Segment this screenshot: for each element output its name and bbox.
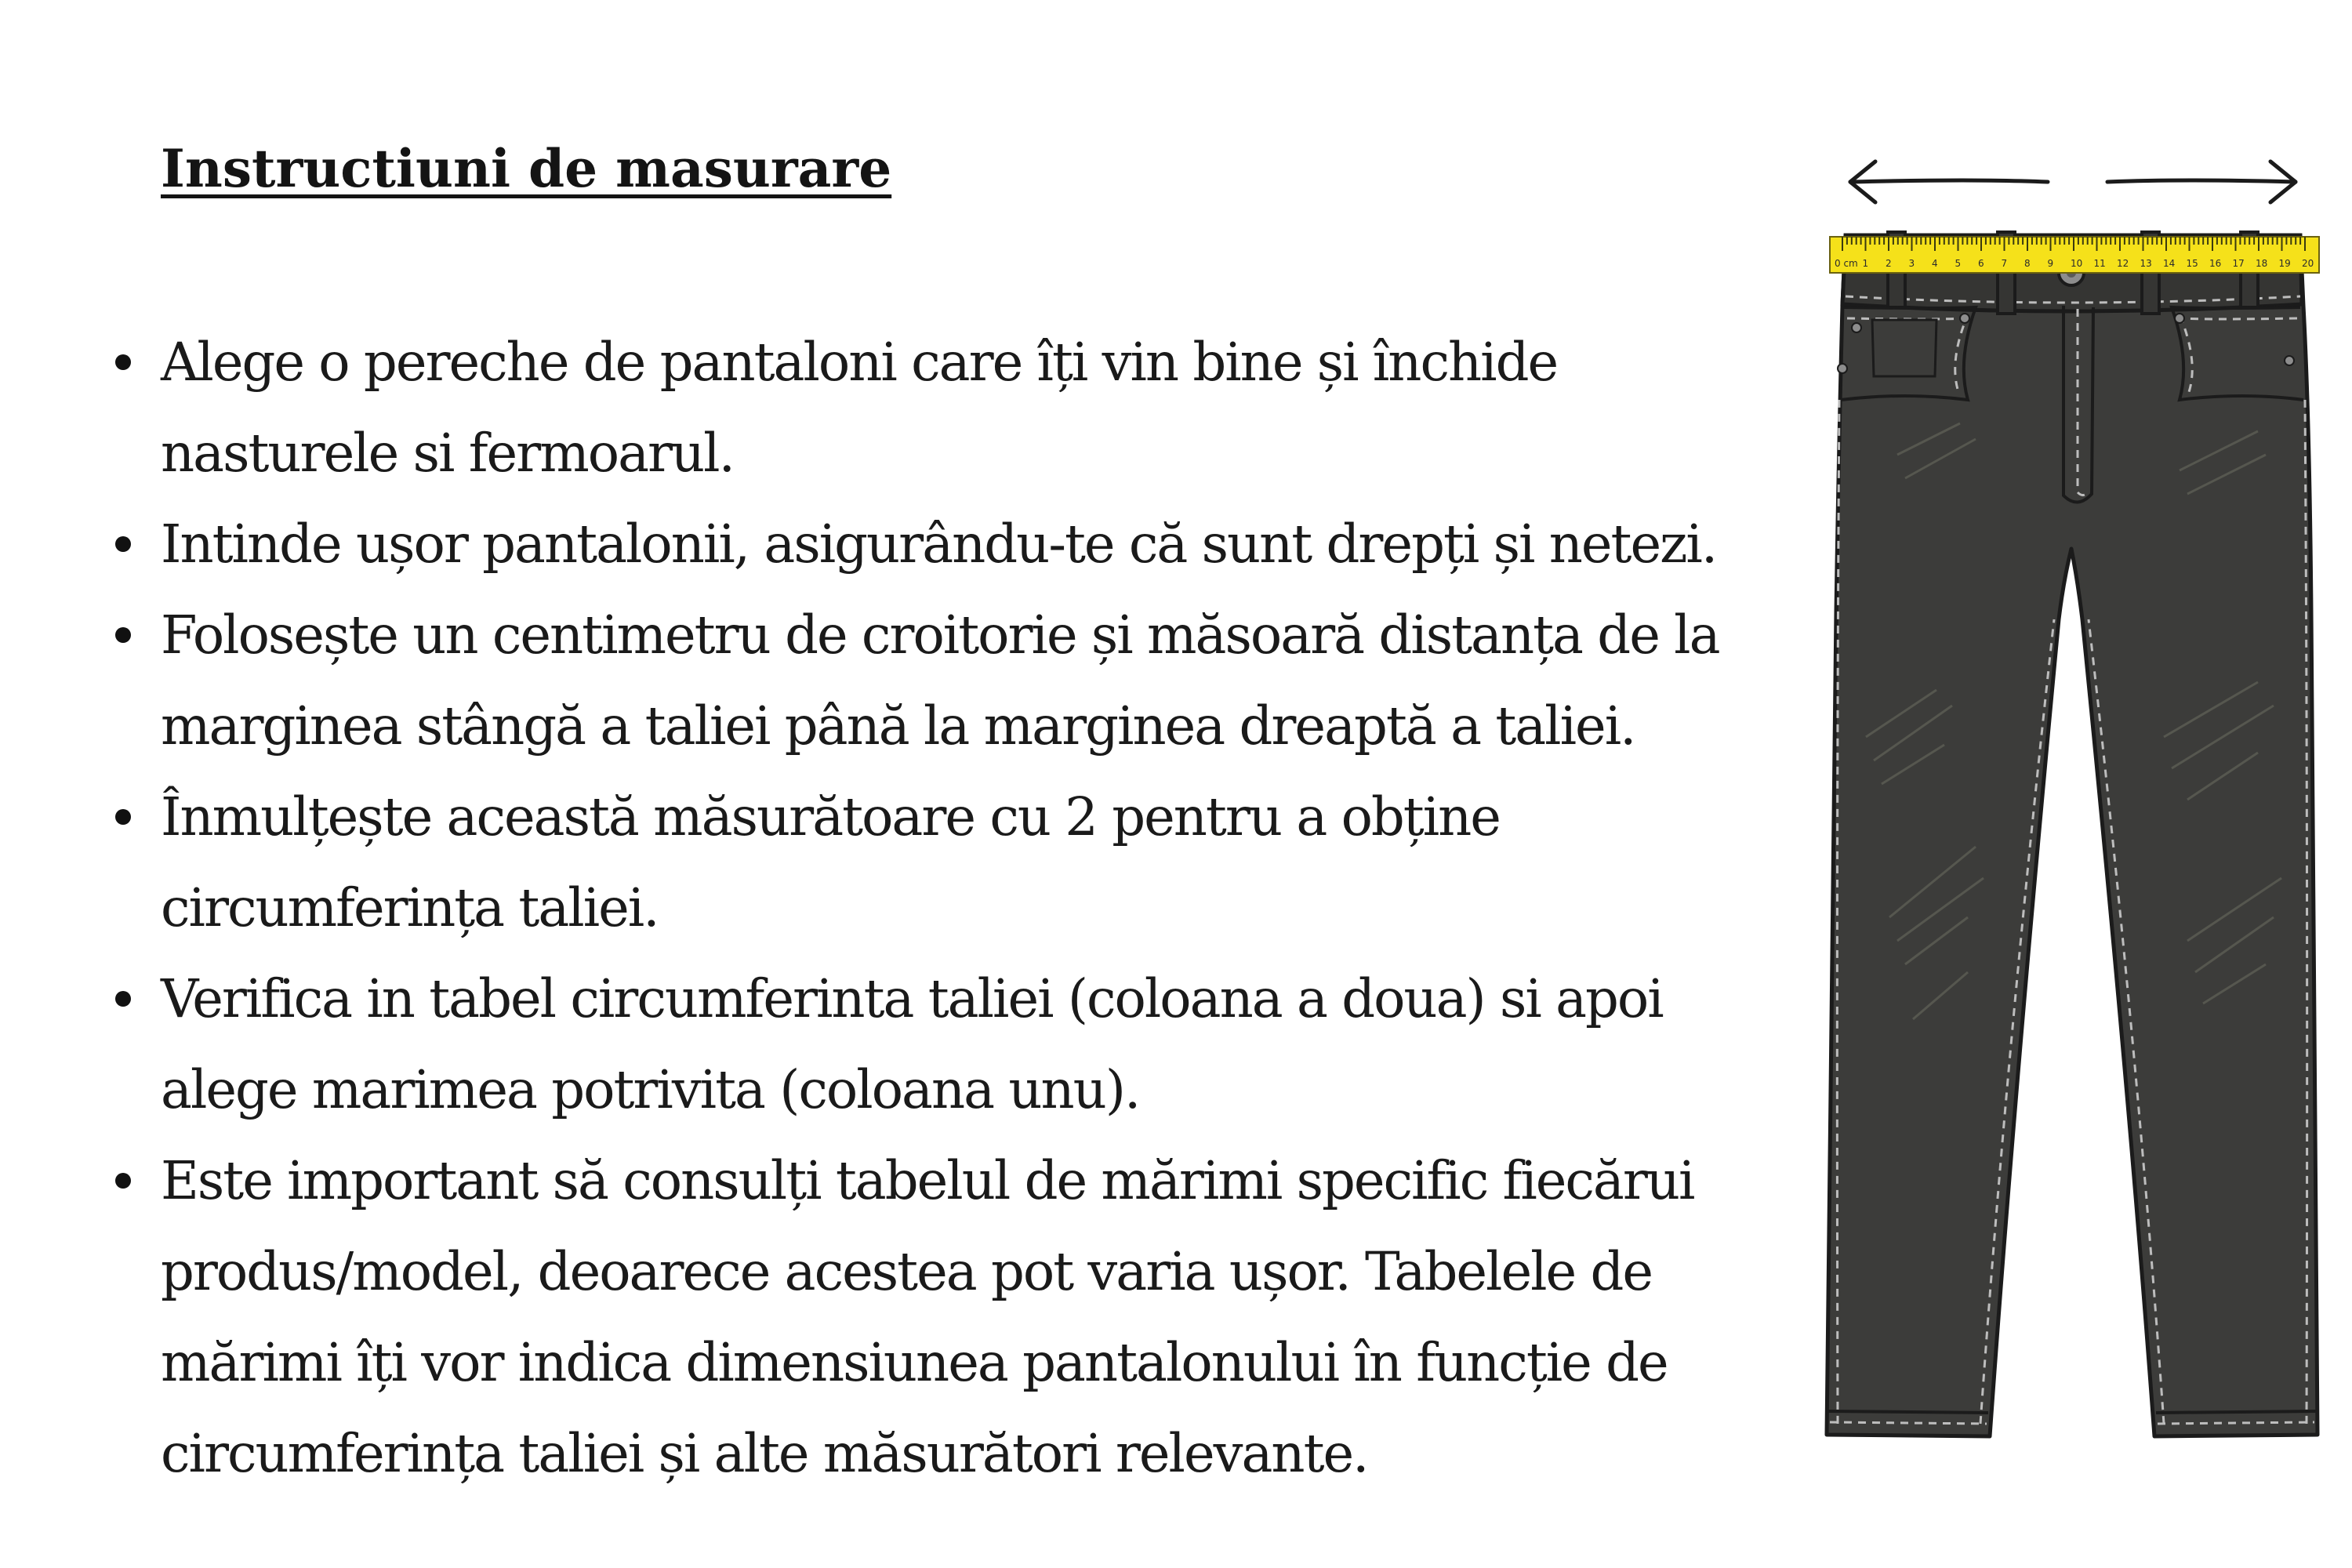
instruction-item: [161, 1135, 1760, 1499]
bullet-icon: [115, 354, 131, 370]
tape-number-label: 17: [2232, 258, 2245, 269]
tape-unit-label: 0 cm: [1835, 258, 1858, 269]
tape-number-label: 20: [2302, 258, 2314, 269]
tape-number-label: 7: [2001, 258, 2008, 269]
instruction-text: Este important să consulți tabelul de mărimi specific fiecărui produs/model, deoarece acestea pot varia ușor. Tabelele de mărimi îți vor indica dimensiunea pantalonului în funcție de circumferința taliei și alte măsurători relevante.: [161, 1150, 1694, 1484]
tape-number-label: 11: [2093, 258, 2106, 269]
bullet-icon: [115, 1173, 131, 1189]
instruction-text: Înmulțește această măsurătoare cu 2 pentru a obține circumferința taliei.: [161, 786, 1500, 938]
tape-number-label: 4: [1932, 258, 1938, 269]
tape-number-label: 14: [2163, 258, 2176, 269]
instruction-text: Verifica in tabel circumferinta taliei (coloana a doua) si apoi alege marimea potrivita (coloana unu).: [161, 968, 1663, 1120]
tape-number-label: 15: [2186, 258, 2198, 269]
instruction-item: [161, 499, 1760, 590]
measuring-tape-icon: [1830, 237, 2319, 273]
tape-number-label: 8: [2024, 258, 2031, 269]
tape-number-label: 13: [2140, 258, 2152, 269]
tape-number-label: 1: [1862, 258, 1869, 269]
pants-body: [1827, 235, 2318, 1436]
instruction-item: [161, 590, 1760, 771]
page-title: Instructiuni de masurare: [161, 138, 892, 199]
instruction-item: [161, 317, 1760, 499]
instruction-item: [161, 953, 1760, 1135]
arrow-right-icon: [2107, 162, 2296, 202]
bullet-icon: [115, 991, 131, 1007]
tape-number-label: 19: [2278, 258, 2291, 269]
bullet-icon: [115, 809, 131, 825]
bullet-icon: [115, 627, 131, 643]
tape-number-label: 6: [1978, 258, 1984, 269]
bullet-icon: [115, 536, 131, 552]
instruction-text: Intinde ușor pantalonii, asigurându-te că sunt drepți și netezi.: [161, 514, 1717, 575]
instruction-list: [161, 317, 1760, 1499]
pants-measurement-illustration: [1819, 141, 2336, 1474]
arrow-left-icon: [1850, 162, 2048, 202]
tape-number-label: 18: [2256, 258, 2268, 269]
instruction-item: [161, 771, 1760, 953]
tape-number-label: 9: [2047, 258, 2054, 269]
tape-number-label: 3: [1908, 258, 1915, 269]
tape-number-label: 12: [2117, 258, 2129, 269]
jeans-icon: [1827, 232, 2318, 1436]
tape-number-label: 5: [1955, 258, 1962, 269]
tape-number-label: 10: [2071, 258, 2083, 269]
instruction-text: Alege o pereche de pantaloni care îți vin bine și închide nasturele si fermoarul.: [161, 332, 1558, 484]
tape-number-label: 2: [1886, 258, 1892, 269]
tape-number-label: 16: [2209, 258, 2222, 269]
instruction-text: Folosește un centimetru de croitorie și măsoară distanța de la marginea stângă a taliei până la marginea dreaptă a taliei.: [161, 604, 1719, 757]
